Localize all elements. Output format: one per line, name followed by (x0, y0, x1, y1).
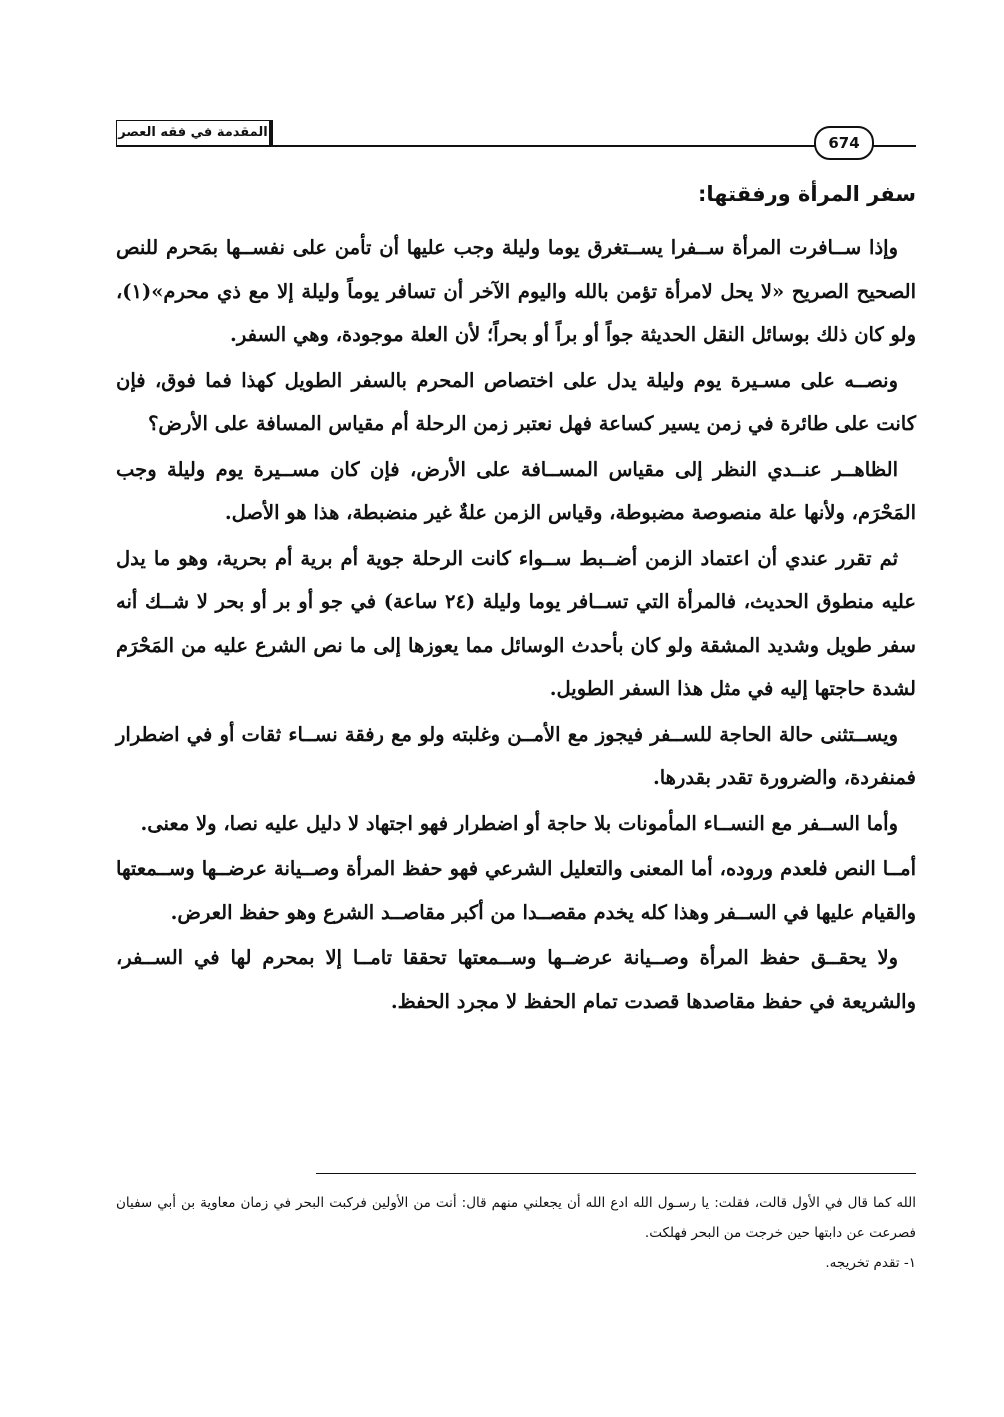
paragraph: وإذا ســافرت المرأة ســفرا يســتغرق يوما وليلة وجب عليها أن تأمن على نفســها بمَحرم للنص الصحيح الصريح «لا يحل لامرأة تؤمن بالله واليوم الآخر أن تسافر يوماً وليلة إلا مع ذي محرم»(١)، ولو كان ذلك بوسائل النقل الحديثة جواً أو براً أو بحراً؛ لأن العلة موجودة، وهي السفر. (116, 236, 916, 346)
section-heading: سفر المرأة ورفقتها: (698, 182, 916, 206)
paragraph: ونصــه على مسـيرة يوم وليلة يدل على اختصاص المحرم بالسفر الطويل كهذا فما فوق، فإن كانت على طائرة في زمن يسير كساعة فهل نعتبر زمن الرحلة أم مقياس المسافة على الأرض؟ (116, 368, 916, 435)
book-title: المقدمة في فقه العصر (116, 120, 273, 146)
page-header (116, 117, 916, 157)
footnote: الله كما قال في الأول قالت، فقلت: يا رسـول الله ادع الله أن يجعلني منهم قال: أنت من الأولين فركبت البحر في زمان معاوية بن أبي سفيان فصرعت عن دابتها حين خرجت من البحر فهلكت. (116, 1195, 916, 1241)
paragraph: ويســتثنى حالة الحاجة للســفر فيجوز مع الأمــن وغلبته ولو مع رفقة نســاء ثقات أو في اضطرار فمنفردة، والضرورة تقدر بقدرها. (116, 722, 916, 789)
paragraph: وأما الســفر مع النســاء المأمونات بلا حاجة أو اضطرار فهو اجتهاد لا دليل عليه نصا، ولا معنى. (140, 811, 898, 835)
footnotes (116, 1188, 916, 1278)
footnote-separator (316, 1173, 916, 1174)
paragraph: ولا يحقــق حفظ المرأة وصــيانة عرضــها وســمعتها تحققا تامــا إلا بمحرم لها في الســفر، والشريعة في حفظ مقاصدها قصدت تمام الحفظ لا مجرد الحفظ. (116, 946, 916, 1013)
footnote: ١- تقدم تخريجه. (825, 1255, 916, 1271)
paragraph: ثم تقرر عندي أن اعتماد الزمن أضــبط ســواء كانت الرحلة جوية أم برية أم بحرية، وهو ما يدل عليه منطوق الحديث، فالمرأة التي تســافر يوما وليلة (٢٤ ساعة) في جو أو بر أو بحر لا شــك أنه سفر طويل وشديد المشقة ولو كان بأحدث الوسائل مما يعوزها إلى ما نص الشرع عليه من المَحْرَم لشدة حاجتها إليه في مثل هذا السفر الطويل. (116, 546, 916, 700)
page-number: 674 (814, 126, 874, 160)
main-content (116, 172, 916, 1025)
paragraph: أمــا النص فلعدم وروده، أما المعنى والتعليل الشرعي فهو حفظ المرأة وصــيانة عرضــها وســمعتها والقيام عليها في الســفر وهذا كله يخدم مقصــدا من أكبر مقاصــد الشرع وهو حفظ العرض. (116, 857, 916, 924)
paragraph: الظاهــر عنــدي النظر إلى مقياس المســافة على الأرض، فإن كان مســيرة يوم وليلة وجب المَحْرَم، ولأنها علة منصوصة مضبوطة، وقياس الزمن علةٌ غير منضبطة، هذا هو الأصل. (116, 457, 916, 524)
